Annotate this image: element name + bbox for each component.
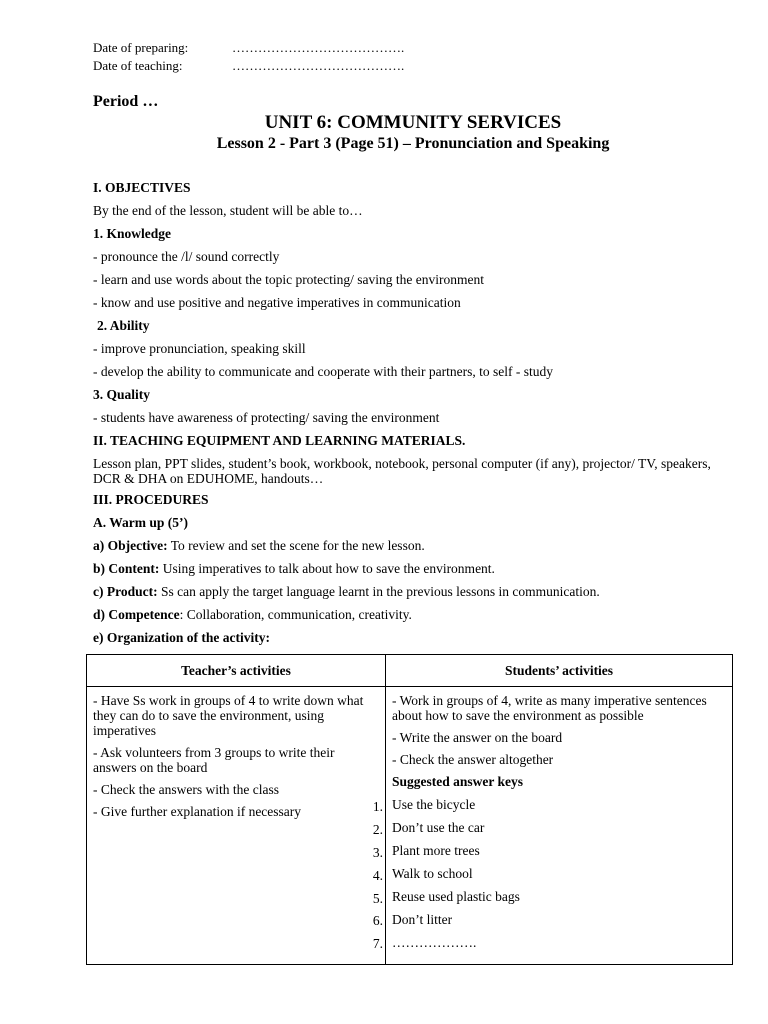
table-header-row — [87, 655, 733, 687]
date-preparing-row — [93, 38, 733, 56]
answer-number: 1. — [372, 799, 383, 814]
answer-keys-heading: Suggested answer keys — [392, 774, 524, 789]
warmup-product — [93, 583, 733, 606]
answer-key-item — [392, 889, 728, 912]
answer-number: 7. — [372, 936, 383, 951]
student-item: - Write the answer on the board — [392, 730, 563, 745]
product-label: c) Product: — [93, 584, 158, 599]
date-teaching-label: Date of teaching: — [93, 58, 183, 73]
knowledge-item: - know and use positive and negative imperatives in communication — [93, 295, 461, 310]
unit-title: UNIT 6: COMMUNITY SERVICES — [264, 112, 562, 133]
answer-key-text: Use the bicycle — [392, 797, 476, 812]
equipment-text: Lesson plan, PPT slides, student’s book, workbook, notebook, personal computer (if any), projector/ TV, speakers, DCR & DHA on EDUHOME, handouts… — [93, 456, 711, 486]
objectives-intro: By the end of the lesson, student will be able to… — [93, 203, 363, 218]
teacher-item: - Give further explanation if necessary — [93, 804, 302, 819]
teacher-activities-cell — [87, 687, 386, 965]
teacher-item: - Check the answers with the class — [93, 782, 279, 797]
answer-key-item — [392, 843, 728, 866]
lesson-plan-page — [93, 38, 733, 652]
answer-key-text: ………………. — [392, 935, 477, 950]
quality-heading: 3. Quality — [93, 387, 151, 402]
ability-heading: 2. Ability — [97, 318, 150, 333]
answer-key-text: Walk to school — [392, 866, 473, 881]
knowledge-item: - learn and use words about the topic protecting/ saving the environment — [93, 272, 485, 287]
ability-item: - develop the ability to communicate and cooperate with their partners, to self - study — [93, 364, 553, 379]
answer-number: 4. — [372, 868, 383, 883]
date-preparing-value: …………………………………. — [232, 40, 405, 55]
answer-key-text: Reuse used plastic bags — [392, 889, 520, 904]
answer-number: 2. — [372, 822, 383, 837]
teacher-item: - Ask volunteers from 3 groups to write their answers on the board — [93, 745, 335, 775]
period-heading: Period … — [93, 93, 159, 110]
answer-keys-list — [392, 797, 728, 958]
lesson-title: Lesson 2 - Part 3 (Page 51) – Pronunciation and Speaking — [216, 135, 610, 152]
answer-key-text: Plant more trees — [392, 843, 480, 858]
warmup-heading: A. Warm up (5’) — [93, 515, 189, 530]
date-teaching-value: …………………………………. — [232, 58, 405, 73]
answer-number: 3. — [372, 845, 383, 860]
answer-key-item — [392, 820, 728, 843]
warmup-objective — [93, 537, 733, 560]
procedures-heading: III. PROCEDURES — [93, 492, 209, 507]
competence-label: d) Competence — [93, 607, 180, 622]
content-label: b) Content: — [93, 561, 160, 576]
answer-number: 5. — [372, 891, 383, 906]
competence-text: : Collaboration, communication, creativity. — [179, 607, 412, 622]
content-text: Using imperatives to talk about how to save the environment. — [159, 561, 495, 576]
student-item: - Work in groups of 4, write as many imperative sentences about how to save the environment as possible — [392, 693, 707, 723]
warmup-content — [93, 560, 733, 583]
activities-table — [86, 654, 733, 965]
date-preparing-label: Date of preparing: — [93, 40, 189, 55]
answer-number: 6. — [372, 913, 383, 928]
table-row — [87, 687, 733, 965]
teacher-activities-header: Teacher’s activities — [87, 655, 386, 687]
answer-key-text: Don’t use the car — [392, 820, 485, 835]
answer-key-text: Don’t litter — [392, 912, 453, 927]
students-activities-cell — [386, 687, 733, 965]
objective-text: To review and set the scene for the new lesson. — [167, 538, 425, 553]
date-teaching-row — [93, 56, 733, 74]
knowledge-heading: 1. Knowledge — [93, 226, 172, 241]
answer-key-item — [392, 797, 728, 820]
warmup-competence — [93, 606, 733, 629]
knowledge-item: - pronounce the /l/ sound correctly — [93, 249, 280, 264]
ability-item: - improve pronunciation, speaking skill — [93, 341, 306, 356]
answer-key-item — [392, 935, 728, 958]
students-activities-header: Students’ activities — [386, 655, 733, 687]
teacher-item: - Have Ss work in groups of 4 to write down what they can do to save the environment, using imperatives — [93, 693, 364, 738]
organization-label: e) Organization of the activity: — [93, 630, 270, 645]
product-text: Ss can apply the target language learnt in the previous lessons in communication. — [157, 584, 600, 599]
objective-label: a) Objective: — [93, 538, 168, 553]
quality-item: - students have awareness of protecting/ saving the environment — [93, 410, 440, 425]
answer-key-item — [392, 912, 728, 935]
equipment-heading: II. TEACHING EQUIPMENT AND LEARNING MATERIALS. — [93, 433, 466, 448]
answer-key-item — [392, 866, 728, 889]
objectives-heading: I. OBJECTIVES — [93, 180, 191, 195]
student-item: - Check the answer altogether — [392, 752, 554, 767]
